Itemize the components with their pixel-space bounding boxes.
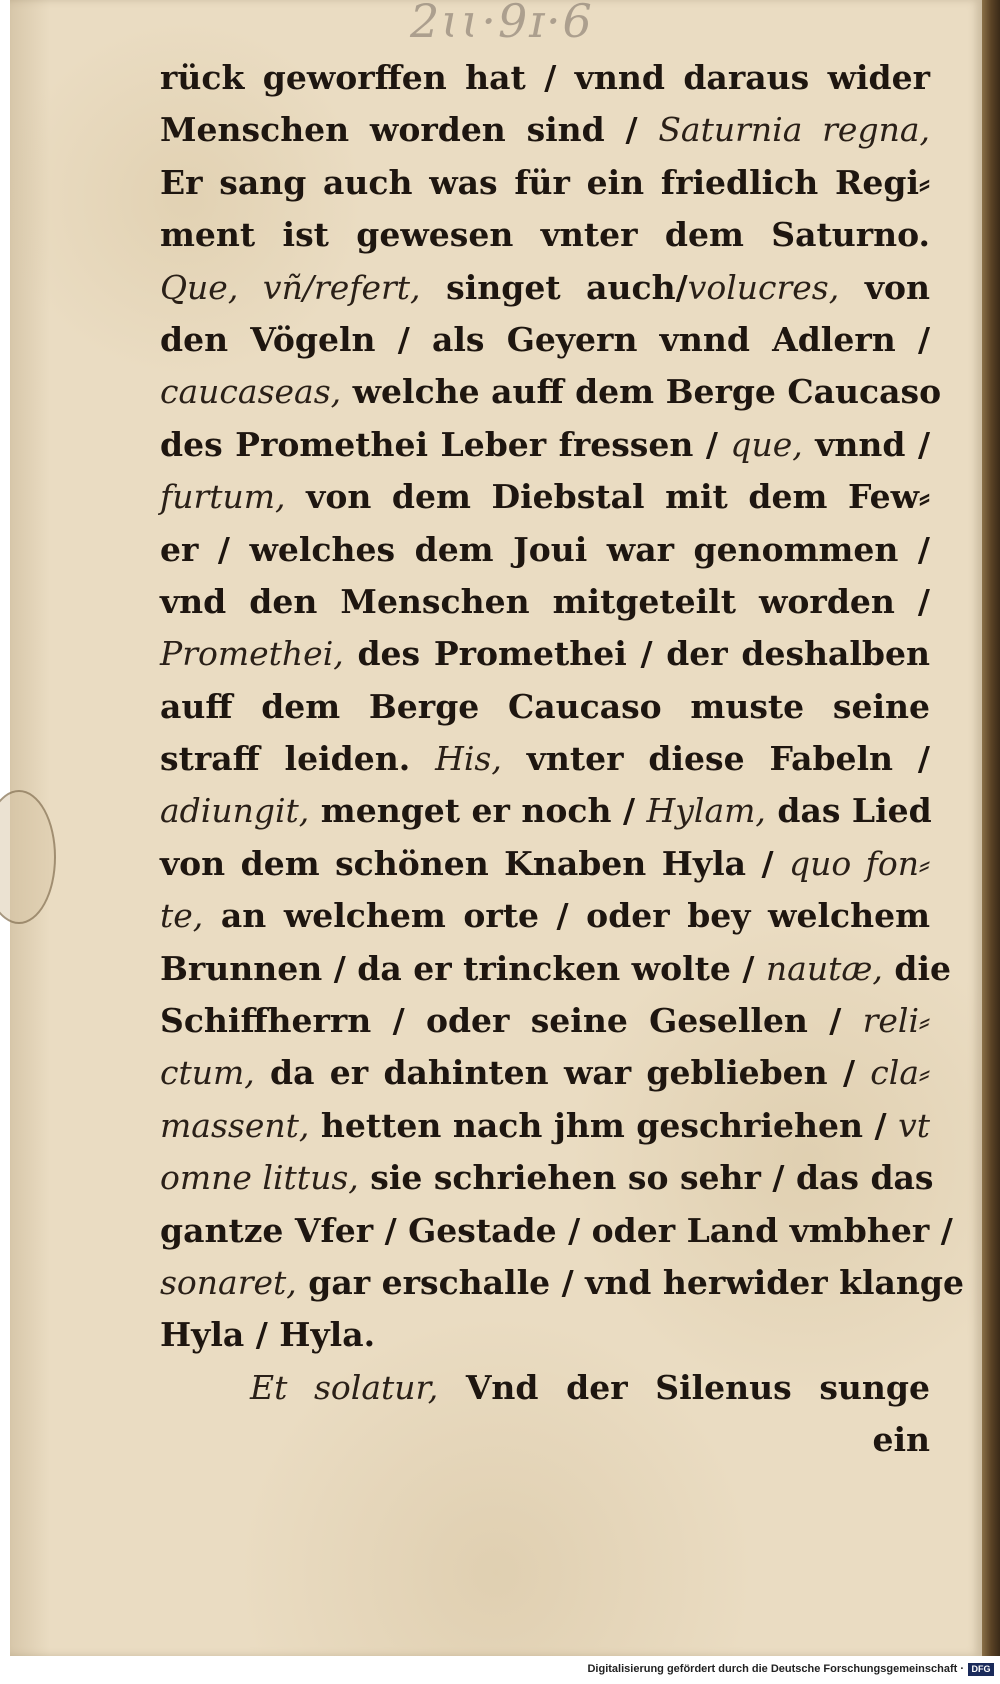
text-line — [160, 366, 942, 418]
german-gloss: des Promethei / der deshalben — [343, 634, 930, 674]
latin-lemma: adiungit, — [160, 791, 310, 831]
text-line — [160, 943, 951, 995]
dfg-logo-icon: DFG — [968, 1663, 994, 1676]
text-line — [160, 681, 930, 733]
text-line — [160, 1362, 930, 1414]
german-gloss: von — [839, 267, 931, 307]
text-line — [160, 262, 930, 314]
text-line — [160, 157, 930, 209]
german-gloss: auff dem Berge Caucaso muste seine — [160, 686, 930, 726]
german-gloss: Er sang auch was für ein friedlich Regi⸗ — [160, 162, 930, 202]
latin-lemma: que, — [730, 424, 803, 464]
text-line — [160, 995, 930, 1047]
german-gloss: vnd den Menschen mitgeteilt worden / — [160, 581, 930, 621]
footer-bar — [0, 1656, 1000, 1684]
german-gloss: von dem schönen Knaben Hyla / — [160, 843, 789, 883]
text-line — [160, 785, 930, 837]
german-gloss: an welchem orte / oder bey welchem — [203, 896, 930, 936]
text-line — [160, 628, 930, 680]
text-line — [160, 733, 930, 785]
latin-lemma: Hylam, — [646, 791, 766, 831]
german-gloss: ein — [872, 1420, 930, 1460]
latin-lemma: Et solatur, — [250, 1367, 439, 1407]
book-page — [10, 0, 982, 1656]
german-gloss: Hyla / Hyla. — [160, 1315, 376, 1355]
latin-lemma: Promethei, — [160, 634, 344, 674]
german-gloss: Brunnen / da er trincken wolte / — [160, 948, 766, 988]
text-line — [160, 890, 930, 942]
text-line — [160, 52, 930, 104]
german-gloss: menget er noch / — [309, 791, 647, 831]
german-gloss: er / welches dem Joui war genommen / — [160, 529, 930, 569]
latin-lemma: cla⸗ — [870, 1053, 930, 1093]
latin-lemma: Saturnia regna, — [658, 110, 930, 150]
pencil-annotation: 2ɩɩ·9ɪ·6 — [410, 0, 594, 48]
latin-lemma: quo fon⸗ — [788, 843, 931, 883]
german-gloss: Menschen worden sind / — [160, 110, 659, 150]
text-line — [160, 209, 930, 261]
german-gloss: das Lied — [765, 791, 932, 831]
latin-lemma: furtum, — [160, 477, 286, 517]
text-line — [160, 1100, 930, 1152]
german-gloss: den Vögeln / als Geyern vnnd Adlern / — [160, 319, 930, 359]
german-gloss: gar erschalle / vnd herwider klange — [296, 1262, 964, 1302]
text-line — [160, 838, 930, 890]
latin-lemma: ctum, — [160, 1053, 255, 1093]
german-gloss: von dem Diebstal mit dem Few⸗ — [285, 477, 930, 517]
text-line — [160, 1257, 964, 1309]
german-gloss: vnnd / — [802, 424, 931, 464]
text-line — [160, 524, 930, 576]
german-gloss: Vnd der Silenus sunge — [438, 1367, 930, 1407]
german-gloss: singet auch/ — [420, 267, 688, 307]
latin-lemma: vt — [898, 1105, 930, 1145]
text-line — [160, 576, 930, 628]
text-line — [160, 419, 930, 471]
text-line — [160, 1205, 953, 1257]
german-gloss: hetten nach jhm geschriehen / — [309, 1105, 899, 1145]
latin-lemma: reli⸗ — [862, 1001, 930, 1041]
latin-lemma: His, — [435, 739, 502, 779]
latin-lemma: massent, — [160, 1105, 310, 1145]
german-gloss: straff leiden. — [160, 739, 436, 779]
body-text — [160, 52, 964, 1467]
text-line — [160, 1414, 930, 1466]
german-gloss: Schiffherrn / oder seine Gesellen / — [160, 1001, 863, 1041]
book-binding-edge — [982, 0, 1000, 1656]
german-gloss: die — [882, 948, 951, 988]
latin-lemma: volucres, — [687, 267, 840, 307]
funding-credit: Digitalisierung gefördert durch die Deutsche Forschungsgemeinschaft · — [587, 1663, 964, 1675]
text-line — [160, 104, 930, 156]
page-tab-mark — [0, 790, 56, 924]
latin-lemma: nautæ, — [765, 948, 883, 988]
text-line — [160, 1152, 934, 1204]
text-line — [160, 314, 930, 366]
latin-lemma: caucaseas, — [160, 372, 342, 412]
german-gloss: ment ist gewesen vnter dem Saturno. — [160, 215, 930, 255]
german-gloss: welche auff dem Berge Caucaso — [341, 372, 942, 412]
text-line — [160, 1309, 930, 1361]
german-gloss: rück geworffen hat / vnnd daraus wider — [160, 58, 930, 97]
german-gloss: da er dahinten war geblieben / — [254, 1053, 871, 1093]
text-line — [160, 471, 930, 523]
text-line — [160, 1047, 930, 1099]
german-gloss: sie schriehen so sehr / das das — [358, 1158, 934, 1198]
german-gloss: vnter diese Fabeln / — [501, 739, 930, 779]
latin-lemma: sonaret, — [160, 1262, 297, 1302]
german-gloss: des Promethei Leber fressen / — [160, 424, 731, 464]
german-gloss: gantze Vfer / Gestade / oder Land vmbher / — [160, 1210, 953, 1250]
latin-lemma: te, — [160, 896, 204, 936]
latin-lemma: Que, vñ/refert, — [160, 267, 421, 307]
latin-lemma: omne littus, — [160, 1158, 359, 1198]
